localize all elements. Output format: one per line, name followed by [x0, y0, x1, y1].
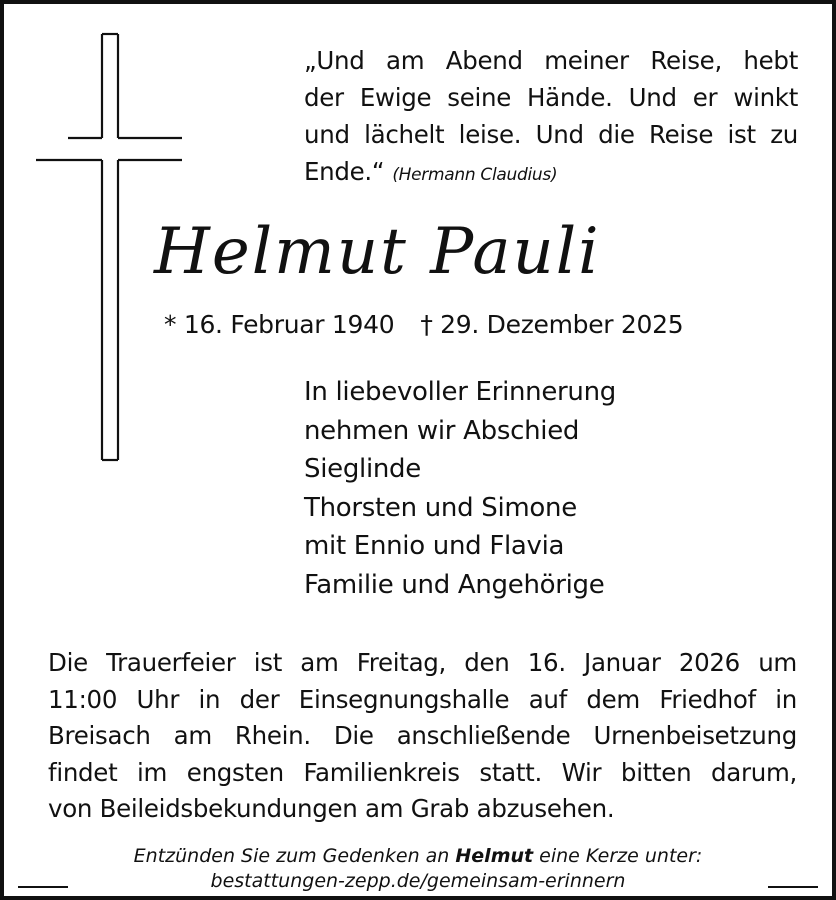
quote-line-last	[304, 153, 798, 194]
footer-rule-left	[18, 886, 68, 888]
mourner-line: Thorsten und Simone	[304, 492, 577, 523]
quote-line: „Und am Abend meiner Reise, hebt	[304, 46, 798, 75]
footer-rule-right	[768, 886, 818, 888]
quote-author: (Hermann Claudius)	[392, 165, 558, 185]
candle-note	[4, 844, 832, 894]
candle-suffix: eine Kerze unter:	[539, 845, 703, 867]
memorial-url[interactable]: bestattungen-zepp.de/gemeinsam-erinnern	[210, 870, 626, 892]
quote-line: und lächelt leise. Und die Reise ist zu	[304, 120, 798, 149]
quote-line: der Ewige seine Hände. Und er winkt	[304, 83, 798, 112]
service-line: 11:00 Uhr in der Einsegnungshalle auf dem Friedhof in	[48, 684, 797, 714]
service-line: findet im engsten Familienkreis statt. Wir bitten darum,	[48, 757, 797, 787]
death-date: † 29. Dezember 2025	[420, 310, 684, 339]
service-line: Breisach am Rhein. Die anschließende Urnenbeisetzung	[48, 721, 797, 750]
service-line: von Beileidsbekundungen am Grab abzusehen.	[48, 794, 615, 823]
deceased-name: Helmut Pauli	[154, 215, 601, 289]
mourner-line: Sieglinde	[304, 454, 421, 484]
quote-end: Ende.“	[304, 157, 385, 186]
candle-prefix: Entzünden Sie zum Gedenken an	[133, 845, 450, 867]
life-dates	[164, 308, 683, 342]
quote-block	[304, 42, 798, 194]
birth-date: * 16. Februar 1940	[164, 310, 395, 339]
candle-name: Helmut	[455, 845, 534, 867]
mourners-list	[304, 373, 616, 604]
mourner-line: nehmen wir Abschied	[304, 415, 580, 446]
mourner-line: In liebevoller Erinnerung	[304, 377, 616, 407]
service-line: Die Trauerfeier ist am Freitag, den 16. Januar 2026 um	[48, 648, 797, 677]
mourner-line: Familie und Angehörige	[304, 569, 605, 600]
candle-text	[4, 844, 832, 869]
mourner-line: mit Ennio und Flavia	[304, 531, 565, 561]
service-info	[48, 645, 797, 828]
